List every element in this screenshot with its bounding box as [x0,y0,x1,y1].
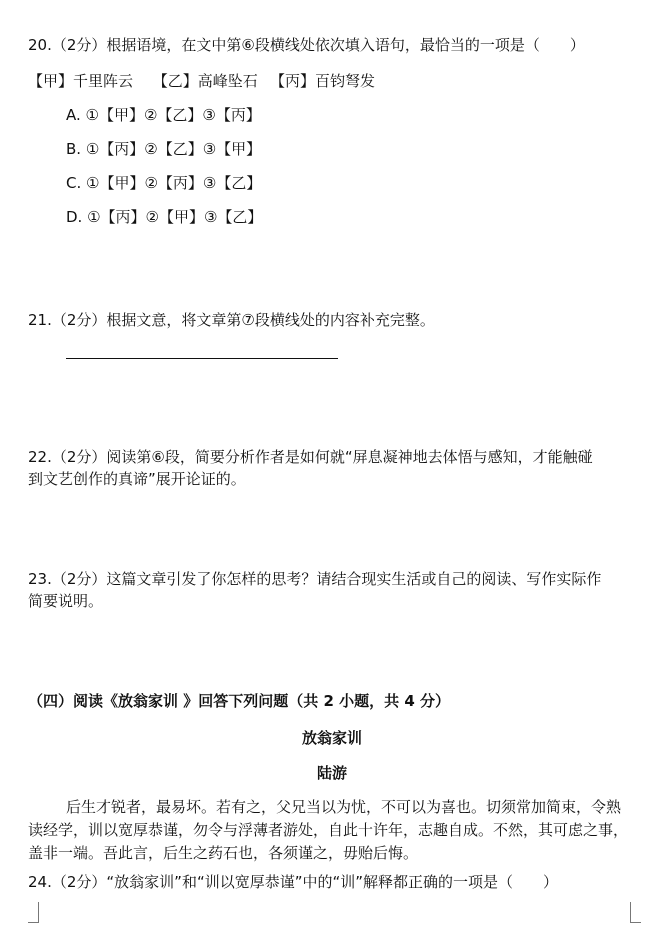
passage-body: 后生才锐者，最易坏。若有之，父兄当以为忧，不可以为喜也。切须常加简束，令熟读经学，训以宽厚恭谨，勿令与浮薄者游处，自此十许年，志趣自成。不然，其可虑之事，盖非一端。吾此言，后生之药石也，各须谨之，毋贻后悔。 [28,798,629,862]
q23-line-2: 简要说明。 [28,592,104,610]
q20-option-d: D. ①【丙】②【甲】③【乙】 [66,208,263,226]
section-heading: （四）阅读《放翁家训 》回答下列问题（共 2 小题，共 4 分） [28,692,450,710]
q24-stem: 24.（2分）“放翁家训”和“训以宽厚恭谨”中的“训”解释都正确的一项是（ ） [28,873,559,891]
page-corner-mark-left [28,902,39,923]
q20-phrases: 【甲】千里阵云 【乙】高峰坠石 【丙】百钧弩发 [28,72,376,90]
q21-stem: 21.（2分）根据文意，将文章第⑦段横线处的内容补充完整。 [28,311,435,329]
passage-author: 陆游 [316,764,347,782]
passage-title: 放翁家训 [301,729,362,747]
q22-line-2: 到文艺创作的真谛”展开论证的。 [28,470,246,488]
page-corner-mark-right [630,902,641,923]
q23-line-1: 23.（2分）这篇文章引发了你怎样的思考？请结合现实生活或自己的阅读、写作实际作 [28,570,602,588]
q20-option-a: A. ①【甲】②【乙】③【丙】 [66,106,261,124]
q22-line-1: 22.（2分）阅读第⑥段，简要分析作者是如何就“屏息凝神地去体悟与感知，才能触碰 [28,448,593,466]
q20-stem: 20.（2分）根据语境，在文中第⑥段横线处依次填入语句，最恰当的一项是（ ） [28,36,585,54]
answer-blank-line [66,358,338,359]
q20-option-b: B. ①【丙】②【乙】③【甲】 [66,140,262,158]
q20-option-c: C. ①【甲】②【丙】③【乙】 [66,174,262,192]
